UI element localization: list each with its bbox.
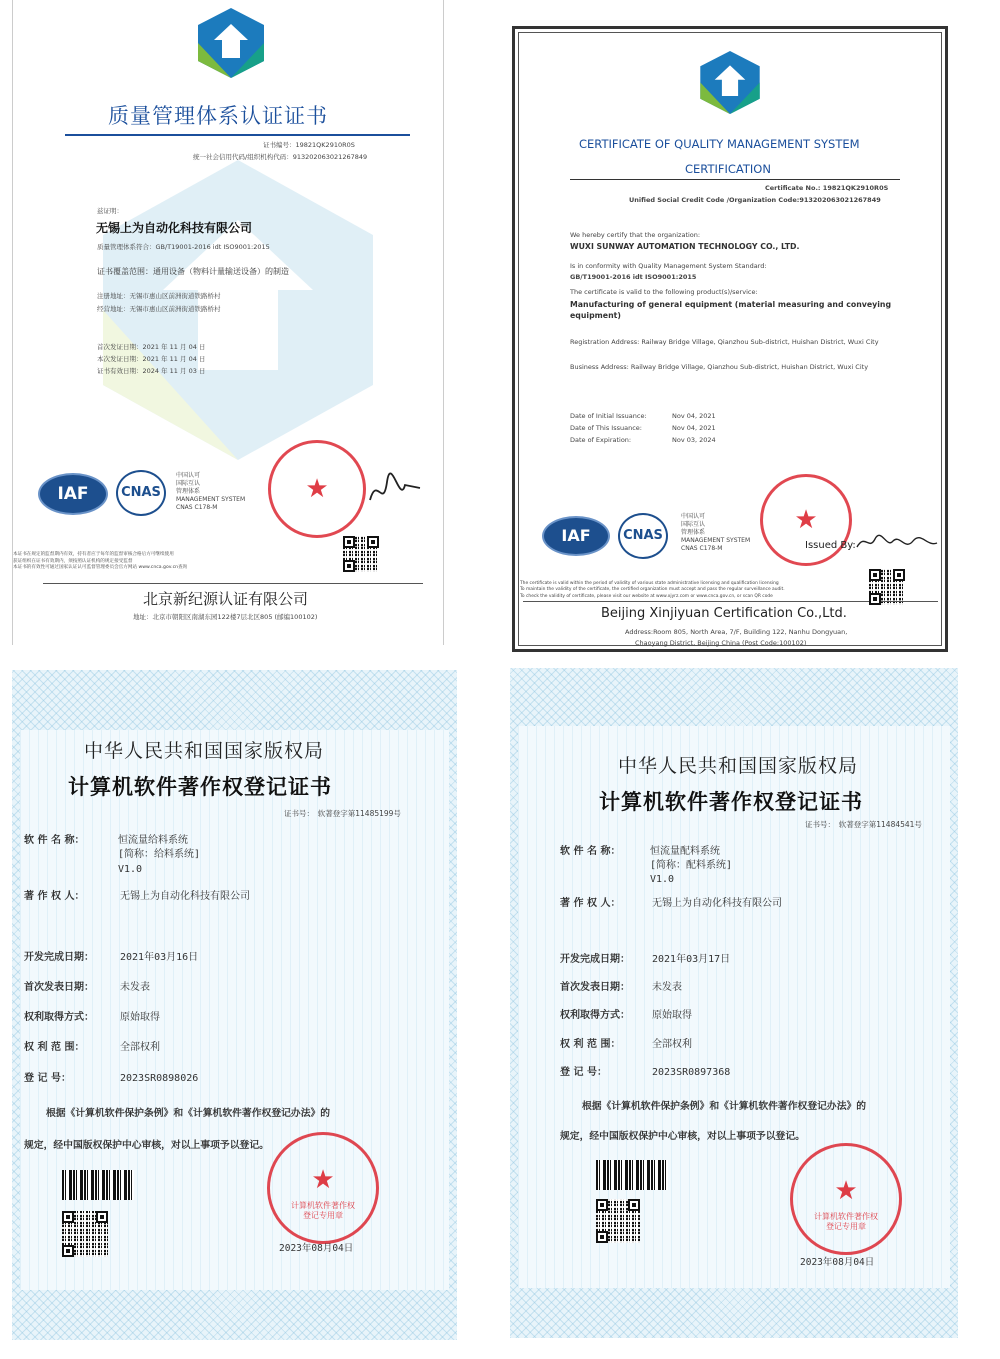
software-short-name: [简称：给料系统]	[118, 849, 201, 860]
rights-range-label: 权 利 范 围：	[24, 1042, 85, 1053]
certifier-logo	[198, 8, 264, 78]
credit-code: 统一社会信用代码/组织机构代码：913202063021267849	[193, 153, 368, 161]
footer-rule	[43, 583, 423, 584]
certifier-name-en: Beijing Xinjiyuan Certification Co.,Ltd.	[601, 606, 847, 621]
issue-date: 2023年08月04日	[800, 1257, 875, 1268]
business-address: 经营地址：无锡市惠山区前洲街道铁路桥村	[97, 305, 221, 313]
cnas-note-en: 中国认可 国际互认 管理体系 MANAGEMENT SYSTEM CNAS C178-M	[681, 513, 751, 553]
statement-line-1: 根据《计算机软件保护条例》和《计算机软件著作权登记办法》的	[582, 1101, 867, 1112]
acquisition-label: 权利取得方式：	[560, 1010, 630, 1021]
iaf-badge-en: IAF	[542, 516, 610, 556]
software-copyright-certificate-1	[12, 670, 457, 1340]
certifier-name: 北京新纪源认证有限公司	[143, 590, 309, 608]
certificate-title: 计算机软件著作权登记证书	[68, 774, 332, 799]
software-version: V1.0	[650, 874, 675, 885]
authority-name: 中华人民共和国国家版权局	[84, 740, 325, 762]
qr-code	[62, 1211, 108, 1257]
registration-number: 2023SR0898026	[120, 1073, 199, 1084]
seal-star-icon: ★	[311, 1164, 335, 1195]
acquisition-value: 原始取得	[652, 1010, 692, 1021]
dev-date: 2021年03月17日	[652, 954, 731, 965]
seal-text: 计算机软件著作权 登记专用章	[291, 1201, 355, 1221]
certify-label: 兹证明：	[97, 207, 123, 215]
expiry-label: Date of Expiration:	[570, 436, 632, 444]
expiry-date: 证书有效日期：2024 年 11 月 03 日	[97, 367, 206, 375]
dev-date-label: 开发完成日期：	[560, 954, 630, 965]
conformity-en: Is in conformity with Quality Management System Standard:	[570, 262, 767, 270]
certification-seal-en	[760, 474, 852, 566]
certifier-address: 地址：北京市朝阳区南湖东园122楼7层北区805 (邮编100102)	[133, 613, 318, 621]
certificate-title: 计算机软件著作权登记证书	[599, 789, 863, 814]
owner-label: 著 作 权 人：	[24, 891, 85, 902]
this-issue-date: 本次发证日期：2021 年 11 月 04 日	[97, 355, 206, 363]
certificate-title-line-1: CERTIFICATE OF QUALITY MANAGEMENT SYSTEM	[579, 137, 860, 151]
acquisition-label: 权利取得方式：	[24, 1012, 94, 1023]
intro-en: We hereby certify that the organization:	[570, 231, 701, 239]
barcode	[596, 1160, 668, 1190]
this-issue-value: Nov 04, 2021	[672, 424, 716, 432]
statement-line-2: 规定，经中国版权保护中心审核，对以上事项予以登记。	[560, 1131, 805, 1142]
standard-en: GB/T19001-2016 idt ISO9001:2015	[570, 273, 697, 281]
business-address-en: Business Address: Railway Bridge Village, Qianzhou Sub-district, Huishan District, Wuxi City	[570, 363, 869, 371]
cert-number: 证书号： 软著登字第11485199号	[284, 809, 401, 818]
publish-value: 未发表	[652, 982, 682, 993]
owner-label: 著 作 权 人：	[560, 898, 621, 909]
software-name-label: 软 件 名 称：	[560, 846, 621, 857]
software-version: V1.0	[118, 864, 143, 875]
initial-issue-date: 首次发证日期：2021 年 11 月 04 日	[97, 343, 206, 351]
registration-address: 注册地址：无锡市惠山区前洲街道铁路桥村	[97, 292, 221, 300]
issue-date: 2023年08月04日	[279, 1243, 354, 1254]
acquisition-value: 原始取得	[120, 1012, 160, 1023]
iaf-badge: IAF	[38, 473, 108, 515]
qr-code-en	[869, 569, 905, 605]
scope: 证书覆盖范围：通用设备（物料计量输送设备）的制造	[97, 267, 289, 276]
certification-seal	[268, 440, 366, 538]
owner-name: 无锡上为自动化科技有限公司	[652, 898, 782, 909]
standard: 质量管理体系符合：GB/T19001-2016 idt ISO9001:2015	[97, 243, 270, 251]
seal-star-icon: ★	[305, 474, 329, 504]
title-rule	[65, 134, 410, 136]
publish-label: 首次发表日期：	[560, 982, 630, 993]
cert-number: 证书号： 软著登字第11484541号	[805, 820, 922, 829]
software-name-label: 软 件 名 称：	[24, 835, 85, 846]
valid-for-en: The certificate is valid to the following product(s)/service:	[570, 288, 758, 296]
issued-by-label: Issued By:	[805, 540, 856, 551]
cnas-badge: CNAS	[116, 470, 166, 516]
registration-address-en: Registration Address: Railway Bridge Village, Qianzhou Sub-district, Huishan District, Wuxi City	[570, 338, 879, 346]
expiry-value: Nov 03, 2024	[672, 436, 716, 444]
title-rule-en	[570, 179, 900, 180]
this-issue-label: Date of This Issuance:	[570, 424, 642, 432]
publish-label: 首次发表日期：	[24, 982, 94, 993]
initial-issue-label: Date of Initial Issuance:	[570, 412, 647, 420]
rights-range-value: 全部权利	[120, 1042, 160, 1053]
software-short-name: [简称：配料系统]	[650, 860, 733, 871]
statement-line-1: 根据《计算机软件保护条例》和《计算机软件著作权登记办法》的	[46, 1108, 331, 1119]
authority-name: 中华人民共和国国家版权局	[618, 755, 859, 777]
barcode	[62, 1170, 134, 1200]
dev-date: 2021年03月16日	[120, 952, 199, 963]
rights-range-value: 全部权利	[652, 1039, 692, 1050]
statement-line-2: 规定，经中国版权保护中心审核，对以上事项予以登记。	[24, 1140, 269, 1151]
registration-number-label: 登 记 号：	[24, 1073, 71, 1084]
publish-value: 未发表	[120, 982, 150, 993]
quality-certificate-cn	[12, 0, 444, 645]
certificate-notes-en: The certificate is valid within the period of validity of various state administrative licensing and qualification licensing To maintain the validity of the certificate, the certified organization must accept and pass the regular surveillance audit. To check the validity of certificate, please visit our website at www.xjyrz.com or www.cnca.gov.cn, or scan QR code	[520, 581, 785, 599]
software-name: 恒流量给料系统	[118, 835, 188, 846]
qr-code	[343, 536, 379, 572]
scope-en: Manufacturing of general equipment (material measuring and conveying equipment)	[570, 300, 892, 320]
credit-code-en: Unified Social Credit Code /Organization Code:913202063021267849	[629, 196, 881, 204]
certificate-title: 质量管理体系认证证书	[108, 104, 328, 128]
company-name-en: WUXI SUNWAY AUTOMATION TECHNOLOGY CO., LTD.	[570, 242, 800, 251]
software-copyright-certificate-2	[510, 668, 958, 1338]
signature	[365, 470, 425, 510]
company-name: 无锡上为自动化科技有限公司	[96, 221, 253, 235]
registration-number-label: 登 记 号：	[560, 1067, 607, 1078]
certifier-address-line-2: Chaoyang District, Beijing China (Post Code:100102)	[635, 639, 807, 647]
copyright-seal	[267, 1132, 379, 1244]
certifier-address-line-1: Address:Room 805, North Area, 7/F, Building 122, Nanhu Dongyuan,	[625, 628, 848, 636]
seal-text: 计算机软件著作权 登记专用章	[814, 1212, 878, 1232]
signature-en	[855, 529, 940, 554]
cert-number-en: Certificate No.: 19821QK2910R0S	[765, 184, 889, 192]
qr-code	[596, 1199, 640, 1243]
seal-star-icon-en: ★	[794, 505, 818, 535]
cnas-note: 中国认可 国际互认 管理体系 MANAGEMENT SYSTEM CNAS C178-M	[176, 472, 246, 512]
certifier-logo-en	[700, 51, 760, 114]
cert-number: 证书编号：19821QK2910R0S	[263, 141, 355, 149]
certificate-title-line-2: CERTIFICATION	[685, 162, 771, 176]
certificate-notes: 本证书在规定的监督期内有效，持有者应于每年的监督审核合格后方可继续使用 获证组织在证书有效期内，须按照认证机构的规定接受监督 本证书的有效性可通过国家认证认可监督管理委员会官方网站 www.cnca.gov.cn查询	[13, 552, 188, 571]
initial-issue-value: Nov 04, 2021	[672, 412, 716, 420]
owner-name: 无锡上为自动化科技有限公司	[120, 891, 250, 902]
quality-certificate-en	[512, 26, 948, 652]
copyright-seal	[790, 1143, 902, 1255]
seal-star-icon: ★	[834, 1175, 858, 1206]
rights-range-label: 权 利 范 围：	[560, 1039, 621, 1050]
software-name: 恒流量配料系统	[650, 846, 720, 857]
dev-date-label: 开发完成日期：	[24, 952, 94, 963]
cnas-badge-en: CNAS	[618, 513, 668, 559]
registration-number: 2023SR0897368	[652, 1067, 731, 1078]
